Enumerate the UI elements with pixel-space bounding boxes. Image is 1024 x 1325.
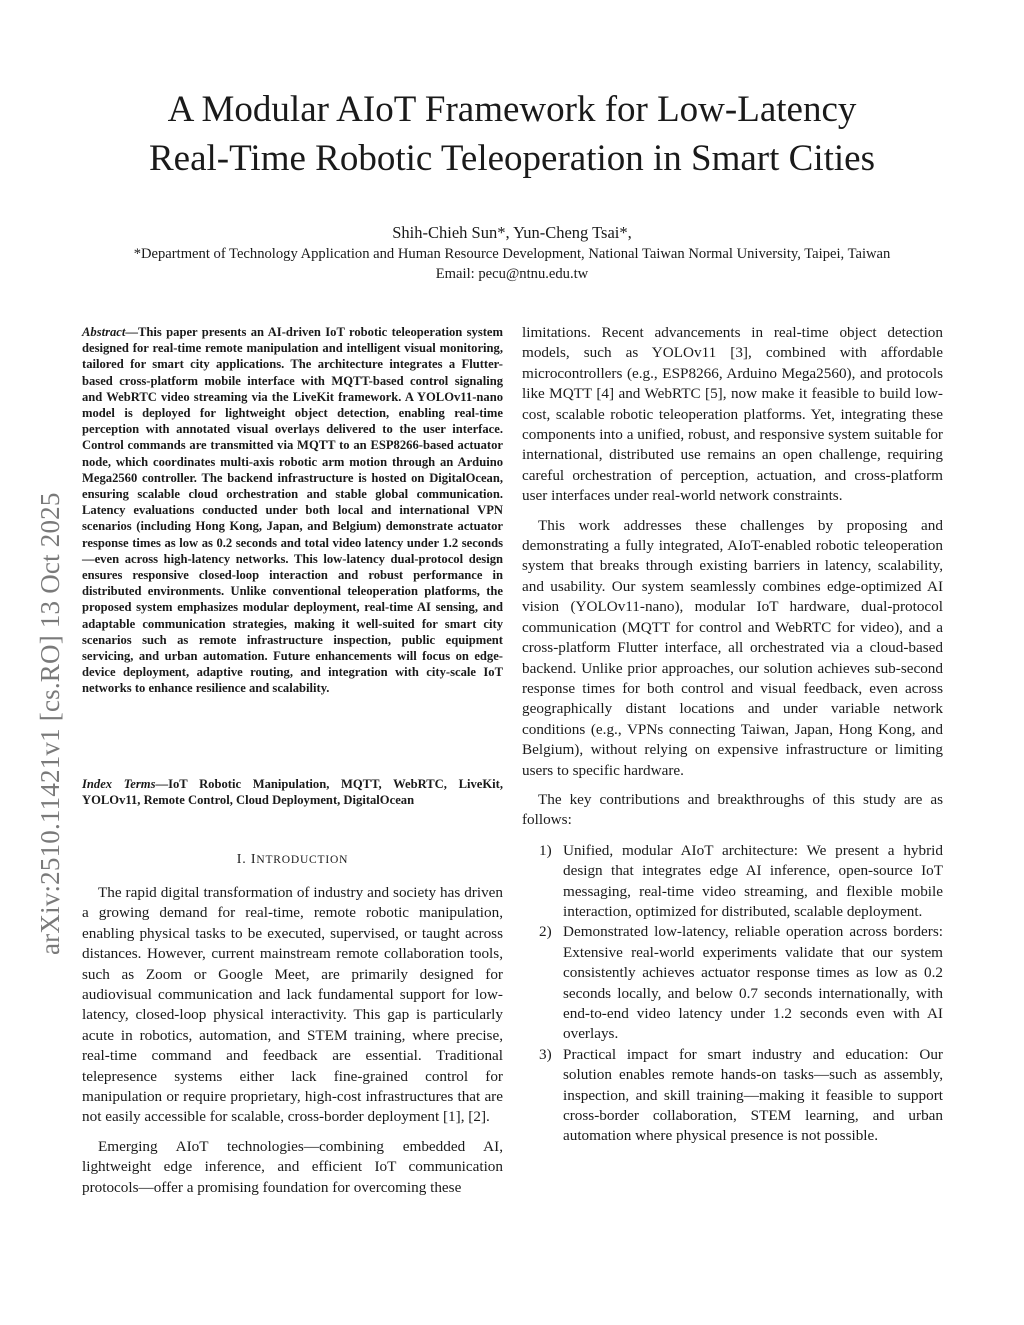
- index-terms: [82, 776, 503, 808]
- section-title-rest: NTRODUCTION: [256, 854, 349, 866]
- right-paragraph-3: The key contributions and breakthroughs of this study are as follows:: [522, 790, 943, 829]
- abstract-label: Abstract: [82, 325, 126, 339]
- author-email[interactable]: Email: pecu@ntnu.edu.tw: [435, 266, 589, 282]
- intro-paragraph-2: Emerging AIoT technologies—combining embedded AI, lightweight edge inference, and efficient IoT communication protocols—offer a promising foundation for overcoming these: [82, 1137, 503, 1196]
- abstract-text: —This paper presents an AI-driven IoT robotic teleoperation system designed for real-time remote manipulation and intelligent visual monitoring, tailored for smart city applications. The architecture integrates a Flutter-based cross-platform mobile interface with MQTT-based control signaling and WebRTC video streaming via the LiveKit framework. A YOLOv11-nano model is deployed for lightweight object detection, enabling real-time perception with annotated visual overlays delivered to the user interface. Control commands are transmitted via MQTT to an ESP8266-based actuator node, which coordinates multi-axis robotic arm motion through an Arduino Mega2560 controller. The backend infrastructure is hosted on DigitalOcean, ensuring scalable cloud orchestration and stable global communication. Latency evaluations conducted under both local and international VPN scenarios (including Hong Kong, Japan, and Belgium) demonstrate actuator response times as low as 0.2 seconds and total video latency under 1.2 seconds—even across high-latency networks. This low-latency dual-protocol design ensures responsive closed-loop interaction and robust performance in distributed environments. Unlike conventional teleoperation platforms, the proposed system emphasizes modular deployment, real-time AI sensing, and adaptable communication strategies, making it well-suited for smart city scenarios such as remote infrastructure inspection, public equipment servicing, and urban automation. Future enhancements will focus on edge-device deployment, adaptive routing, and integration with city-scale IoT networks to enhance resilience and scalability.: [82, 325, 503, 696]
- right-paragraph-1: limitations. Recent advancements in real-time object detection models, such as YOLOv11 [3], combined with affordable microcontrollers (e.g., ESP8266, Arduino Mega2560), and protocols like MQTT [4] and WebRTC [5], now make it feasible to build low-cost, scalable robotic teleoperation platforms. Yet, integrating these components into a unified, robust, and responsive system suitable for international, distributed use remains an open challenge, requiring careful orchestration of perception, actuation, and cross-platform user interfaces under real-world network constraints.: [522, 324, 943, 505]
- list-item-number: 3): [539, 1045, 552, 1063]
- section-numeral: I.: [236, 852, 247, 867]
- author-list: Shih-Chieh Sun*, Yun-Cheng Tsai*,: [392, 223, 632, 242]
- list-item-text: Practical impact for smart industry and education: Our solution enables remote hands-on tasks—such as assembly, inspection, and skill training—making it feasible to support cross-border collaboration, STEM learning, and urban automation where physical presence is not possible.: [563, 1045, 943, 1145]
- affiliation: *Department of Technology Application and Human Resource Development, National Taiwan Normal University, Taipei, Taiwan: [133, 246, 891, 262]
- contributions-list: [522, 841, 943, 1147]
- list-item: [522, 922, 943, 1044]
- right-paragraph-2: This work addresses these challenges by proposing and demonstrating a fully integrated, AIoT-enabled robotic teleoperation system that breaks through existing barriers in latency, scalability, and usability. Our system seamlessly combines edge-optimized AI vision (YOLOv11-nano), modular IoT hardware, dual-protocol communication (MQTT for control and WebRTC for video), and a cross-platform Flutter interface, all orchestrated via a cloud-based backend. Unlike prior approaches, our solution achieves sub-second response times for both control and visual feedback, even across geographically distant locations and under variable network conditions (e.g., VPNs connecting Taiwan, Japan, Hong Kong, and Belgium), without relying on expensive infrastructure or limiting users to specific hardware.: [522, 516, 943, 779]
- right-column-body: [522, 323, 943, 1147]
- abstract: [82, 324, 503, 697]
- list-item-number: 2): [539, 923, 552, 941]
- list-item-number: 1): [539, 841, 552, 859]
- introduction-body: [82, 883, 503, 1198]
- arxiv-stamp[interactable]: arXiv:2510.11421v1 [cs.RO] 13 Oct 2025: [35, 492, 65, 955]
- list-item-text: Demonstrated low-latency, reliable operation across borders: Extensive real-world experiments validate that our system consistently achieves actuator response times as low as 0.2 seconds locally, and below 0.7 seconds internationally, with end-to-end video latency under 1.2 seconds even with AI overlays.: [563, 923, 943, 1043]
- list-item: [522, 841, 943, 923]
- title-line-1: A Modular AIoT Framework for Low-Latency: [167, 89, 857, 130]
- paper-title: [60, 85, 964, 183]
- list-item-text: Unified, modular AIoT architecture: We present a hybrid design that integrates edge AI inference, open-source IoT messaging, real-time video streaming, and flexible mobile interaction, optimized for distributed, scalable deployment.: [563, 841, 943, 920]
- section-initial: I: [250, 852, 257, 867]
- index-terms-text: —IoT Robotic Manipulation, MQTT, WebRTC, LiveKit, YOLOv11, Remote Control, Cloud Deployment, DigitalOcean: [82, 777, 503, 808]
- intro-paragraph-1: The rapid digital transformation of industry and society has driven a growing demand for real-time, remote robotic manipulation, enabling physical tasks to be executed, supervised, or taught across distances. However, current mainstream remote collaboration tools, such as Zoom or Google Meet, are primarily designed for audiovisual communication and lack fundamental support for low-latency, closed-loop physical interactivity. This gap is particularly acute in robotics, automation, and STEM training, where precise, real-time command and feedback are essential. Traditional telepresence systems either lack fine-grained control for manipulation or require proprietary, high-cost infrastructures that are not easily accessible for scalable, cross-border deployment [1], [2].: [82, 884, 503, 1126]
- title-line-2: Real-Time Robotic Teleoperation in Smart Cities: [148, 138, 876, 179]
- index-terms-label: Index Terms: [82, 777, 156, 791]
- list-item: [522, 1045, 943, 1147]
- section-heading-introduction: [82, 852, 503, 868]
